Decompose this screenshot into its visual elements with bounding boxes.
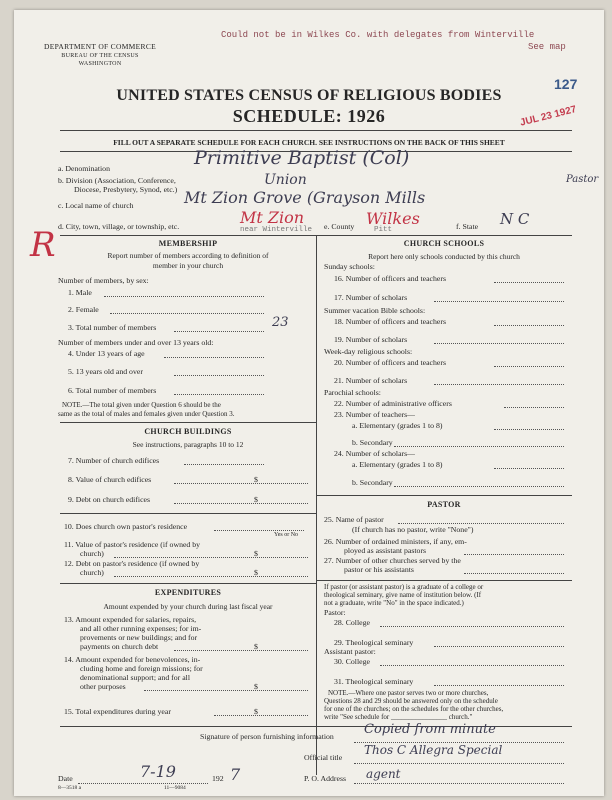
q23b-label: b. Secondary <box>352 438 393 447</box>
rule-expenditures <box>60 583 316 584</box>
yes-no-label: Yes or No <box>274 532 299 538</box>
q13-dollar: $ <box>254 642 258 651</box>
q25-label: 25. Name of pastor <box>324 515 384 524</box>
signature-value: Copied from minute <box>364 722 496 737</box>
division-label-2: Diocese, Presbytery, Synod, etc.) <box>74 185 178 194</box>
q8-dollar: $ <box>254 475 258 484</box>
q24b-label: b. Secondary <box>352 478 393 487</box>
state-value: N C <box>500 210 530 228</box>
membership-intro-1: Report number of members according to definition of <box>107 251 269 260</box>
pastor-note-2: Questions 28 and 29 should be answered only on the schedule <box>324 697 498 705</box>
typed-note-2: See map <box>528 42 566 52</box>
q3-label: 3. Total number of members <box>68 323 157 332</box>
rule-pastor <box>316 495 572 496</box>
q14-line-4: other purposes <box>80 682 126 691</box>
state-label: f. State <box>456 222 479 231</box>
q18-label: 18. Number of officers and teachers <box>334 317 447 326</box>
rule-top <box>60 130 572 131</box>
dept-line-1: DEPARTMENT OF COMMERCE <box>44 42 157 51</box>
q12-dollar: $ <box>254 568 258 577</box>
q23a-label: a. Elementary (grades 1 to 8) <box>352 421 443 430</box>
census-schedule-sheet <box>14 10 604 796</box>
q20-label: 20. Number of officers and teachers <box>334 358 447 367</box>
q11-label-1: 11. Value of pastor's residence (if owned by <box>64 540 201 549</box>
local-name-note: Pastor <box>566 174 599 185</box>
q14-line-2: cluding home and foreign missions; for <box>80 664 203 673</box>
q7-label: 7. Number of church edifices <box>68 456 160 465</box>
membership-heading: MEMBERSHIP <box>158 239 218 248</box>
dept-line-3: WASHINGTON <box>78 61 122 67</box>
year-value: 7 <box>230 765 241 784</box>
city-typed: near Winterville <box>240 226 313 234</box>
members-by-sex-label: Number of members, by sex: <box>58 276 149 285</box>
graduate-note-3: not a graduate, write "No" in the space indicated.) <box>324 599 464 607</box>
q14-dollar: $ <box>254 682 258 691</box>
signature-label: Signature of person furnishing information <box>200 732 334 741</box>
denomination-label: a. Denomination <box>58 164 110 173</box>
margin-mark: R <box>30 225 56 265</box>
membership-intro-2: member in your church <box>152 261 224 270</box>
rule-buildings <box>60 422 316 423</box>
schools-intro: Report here only schools conducted by this church <box>368 252 520 261</box>
q1-label: 1. Male <box>68 288 92 297</box>
q9-dollar: $ <box>254 495 258 504</box>
schools-heading: CHURCH SCHOOLS <box>403 239 485 248</box>
q24a-label: a. Elementary (grades 1 to 8) <box>352 460 443 469</box>
q27-label-1: 27. Number of other churches served by the <box>324 556 461 565</box>
weekday-schools-label: Week-day religious schools: <box>324 347 413 356</box>
summer-schools-label: Summer vacation Bible schools: <box>324 306 426 315</box>
q15-label: 15. Total expenditures during year <box>64 707 171 716</box>
form-number: 8—3518 a <box>58 785 82 791</box>
county-typed: Pitt <box>374 226 393 234</box>
q8-label: 8. Value of church edifices <box>68 475 152 484</box>
local-name-value: Mt Zion Grove (Grayson Mills <box>184 188 426 207</box>
official-title-label: Official title <box>304 753 343 762</box>
q28-label: 28. College <box>334 618 370 627</box>
q14-line-3: denominational support; and for all <box>80 673 190 682</box>
q12-label-2: church) <box>80 568 104 577</box>
membership-note-1: NOTE.—The total given under Question 6 should be the <box>62 401 221 409</box>
stamp-number: 127 <box>554 76 578 92</box>
division-label-1: b. Division (Association, Conference, <box>58 176 176 185</box>
q22-label: 22. Number of administrative officers <box>334 399 452 408</box>
year-prefix: 192 <box>212 774 224 783</box>
q23-label: 23. Number of teachers— <box>334 410 415 419</box>
dept-line-2: BUREAU OF THE CENSUS <box>61 52 139 59</box>
pastor-note-1: NOTE.—Where one pastor serves two or more churches, <box>328 689 489 697</box>
pastor-note-3: for one of the churches; on the schedules for the other churches, <box>324 705 504 713</box>
q30-label: 30. College <box>334 657 370 666</box>
schedule-title: SCHEDULE: 1926 <box>232 106 386 126</box>
local-name-label: c. Local name of church <box>58 201 134 210</box>
q31-label: 31. Theological seminary <box>334 677 414 686</box>
q26-label-2: ployed as assistant pastors <box>344 546 427 555</box>
q3-value: 23 <box>272 315 289 330</box>
fill-out-instruction: FILL OUT A SEPARATE SCHEDULE FOR EACH CHURCH. SEE INSTRUCTIONS ON THE BACK OF THIS SHEET <box>113 138 505 147</box>
department-header <box>44 43 156 69</box>
q27-label-2: pastor or his assistants <box>344 565 414 574</box>
q15-dollar: $ <box>254 707 258 716</box>
q19-label: 19. Number of scholars <box>334 335 408 344</box>
q29-label: 29. Theological seminary <box>334 638 414 647</box>
membership-note-2: same as the total of males and females given under Question 3. <box>58 410 235 418</box>
official-title-value: Thos C Allegra Special <box>364 743 503 757</box>
pastor-sub-label: Pastor: <box>324 608 346 617</box>
po-address-value: agent <box>366 767 401 781</box>
date-label: Date <box>58 774 73 783</box>
city-value: Mt Zion <box>240 208 305 227</box>
q14-line-1: 14. Amount expended for benevolences, in- <box>64 655 201 664</box>
buildings-heading: CHURCH BUILDINGS <box>144 427 232 436</box>
rule-q10 <box>60 513 316 514</box>
q9-label: 9. Debt on church edifices <box>68 495 151 504</box>
pastor-note-4: write "See schedule for ________________ church." <box>324 713 473 721</box>
q13-line-1: 13. Amount expended for salaries, repairs, <box>64 615 197 624</box>
q11-label-2: church) <box>80 549 104 558</box>
parochial-schools-label: Parochial schools: <box>324 388 381 397</box>
age-heading: Number of members under and over 13 years old: <box>58 338 214 347</box>
q12-label-1: 12. Debt on pastor's residence (if owned by <box>64 559 200 568</box>
division-value: Union <box>264 172 307 188</box>
county-value: Wilkes <box>366 209 420 228</box>
typed-note-1: Could not be in Wilkes Co. with delegates from Winterville <box>221 30 535 40</box>
sunday-schools-label: Sunday schools: <box>324 262 375 271</box>
date-stamp: JUL 23 1927 <box>519 104 578 129</box>
q10-label: 10. Does church own pastor's residence <box>64 522 188 531</box>
po-address-label: P. O. Address <box>304 774 347 783</box>
q17-label: 17. Number of scholars <box>334 293 408 302</box>
buildings-intro: See instructions, paragraphs 10 to 12 <box>132 440 244 449</box>
pastor-heading: PASTOR <box>427 500 461 509</box>
q13-line-4: payments on church debt <box>80 642 159 651</box>
q5-label: 5. 13 years old and over <box>68 367 143 376</box>
graduate-note-1: If pastor (or assistant pastor) is a graduate of a college or <box>324 583 484 591</box>
q16-label: 16. Number of officers and teachers <box>334 274 447 283</box>
form-title: UNITED STATES CENSUS OF RELIGIOUS BODIES <box>116 87 502 104</box>
q2-label: 2. Female <box>68 305 99 314</box>
graduate-note-2: theological seminary, give name of institution below. (If <box>324 591 482 599</box>
q21-label: 21. Number of scholars <box>334 376 408 385</box>
date-value: 7-19 <box>140 762 176 781</box>
q4-label: 4. Under 13 years of age <box>68 349 145 358</box>
q25-note: (If church has no pastor, write "None") <box>352 525 474 534</box>
q24-label: 24. Number of scholars— <box>334 449 415 458</box>
expenditures-intro: Amount expended by your church during last fiscal year <box>103 602 273 611</box>
q26-label-1: 26. Number of ordained ministers, if any, em- <box>324 537 467 546</box>
q13-line-2: and all other running expenses; for im- <box>80 624 202 633</box>
county-label: e. County <box>324 222 355 231</box>
city-label: d. City, town, village, or township, etc. <box>58 222 180 231</box>
rule-graduate <box>316 580 572 581</box>
q6-label: 6. Total number of members <box>68 386 157 395</box>
denomination-value: Primitive Baptist (Col) <box>194 147 410 169</box>
q11-dollar: $ <box>254 549 258 558</box>
q13-line-3: provements or new buildings; and for <box>80 633 198 642</box>
expenditures-heading: EXPENDITURES <box>154 588 222 597</box>
assistant-pastor-label: Assistant pastor: <box>324 647 376 656</box>
form-number-2: 11—9084 <box>164 785 186 791</box>
